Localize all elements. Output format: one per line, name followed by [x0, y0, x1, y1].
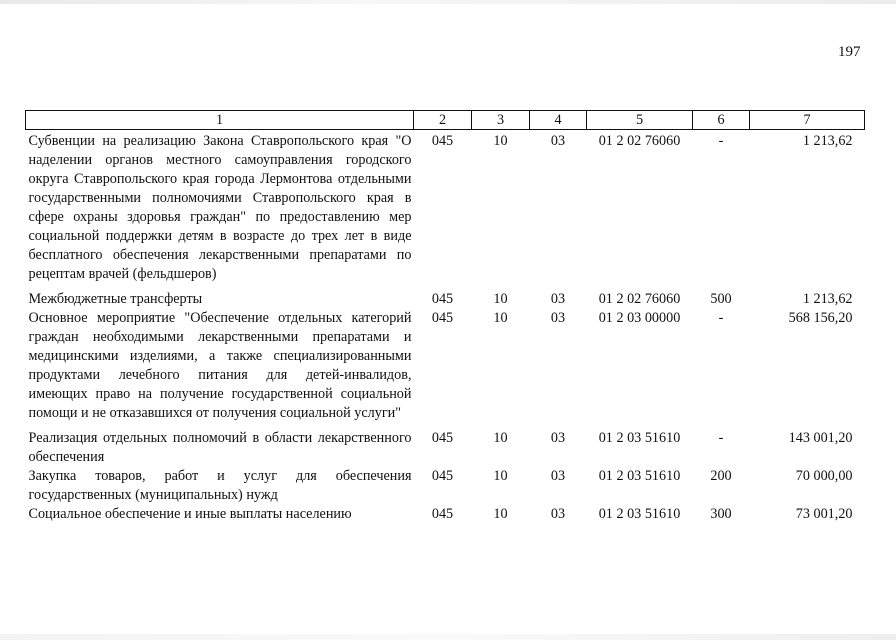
- header-col-4: 4: [530, 111, 587, 130]
- row-col-5: 01 2 03 51610: [598, 506, 681, 522]
- scan-edge-bottom: [0, 634, 896, 640]
- row-col-2: 045: [431, 133, 454, 149]
- header-col-2: 2: [414, 111, 472, 130]
- header-col-6: 6: [693, 111, 750, 130]
- row-col-6: 300: [710, 506, 732, 522]
- row-col-4: 03: [550, 291, 566, 307]
- table-row: [26, 467, 865, 505]
- row-col-3: 10: [493, 291, 508, 307]
- row-col-2: 045: [431, 506, 454, 522]
- header-col-3: 3: [472, 111, 530, 130]
- row-col-5: 01 2 03 51610: [598, 468, 681, 484]
- row-col-6: -: [718, 133, 724, 149]
- row-col-6: 200: [710, 468, 732, 484]
- row-name: Субвенции на реализацию Закона Ставропольского края "О наделении органов местного самоуправления городского округа Ставропольского края города Лермонтова отдельными государственными полномочиями Ставропольского края в сфере охраны здоровья граждан" по предоставлению мер социальной поддержки детям в возрасте до трех лет в виде бесплатного обеспечения лекарственными препаратами по рецептам врачей (фельдшеров): [28, 133, 412, 282]
- row-col-7: 568 156,20: [788, 310, 853, 326]
- scan-edge-top: [0, 0, 896, 4]
- row-col-2: 045: [431, 291, 454, 307]
- row-col-4: 03: [550, 430, 566, 446]
- row-col-5: 01 2 03 51610: [598, 430, 681, 446]
- row-col-3: 10: [493, 430, 508, 446]
- header-col-1: 1: [26, 111, 414, 130]
- row-col-6: -: [718, 430, 724, 446]
- row-col-5: 01 2 03 00000: [598, 310, 681, 326]
- header-row: [26, 111, 865, 130]
- row-col-5: 01 2 02 76060: [598, 291, 681, 307]
- page-number: 197: [838, 44, 861, 60]
- row-name: Основное мероприятие "Обеспечение отдельных категорий граждан необходимыми лекарственными препаратами и медицинскими изделиями, а также специализированными продуктами лечебного питания для детей-инвалидов, имеющих право на получение государственной социальной помощи и не отказавшихся от получения социальной услуги": [28, 310, 412, 421]
- table-row: [26, 429, 865, 467]
- row-col-6: 500: [710, 291, 732, 307]
- row-col-2: 045: [431, 310, 454, 326]
- table-row: [26, 505, 865, 524]
- table-row: [26, 290, 865, 309]
- row-col-3: 10: [493, 310, 508, 326]
- table-header: [26, 111, 865, 130]
- row-col-3: 10: [493, 468, 508, 484]
- budget-table: [25, 110, 865, 524]
- row-col-7: 1 213,62: [802, 291, 853, 307]
- row-col-2: 045: [431, 468, 454, 484]
- row-col-7: 73 001,20: [795, 506, 853, 522]
- table-row: [26, 309, 865, 429]
- row-col-5: 01 2 02 76060: [598, 133, 681, 149]
- row-col-4: 03: [550, 468, 566, 484]
- row-col-4: 03: [550, 133, 566, 149]
- row-col-4: 03: [550, 310, 566, 326]
- row-name: Межбюджетные трансферты: [28, 291, 203, 307]
- row-col-7: 70 000,00: [795, 468, 853, 484]
- row-col-3: 10: [493, 506, 508, 522]
- row-col-7: 143 001,20: [788, 430, 853, 446]
- table-row: [26, 130, 865, 291]
- row-col-7: 1 213,62: [802, 133, 853, 149]
- row-col-3: 10: [493, 133, 508, 149]
- table-body: [26, 130, 865, 525]
- row-name: Социальное обеспечение и иные выплаты населению: [28, 506, 352, 522]
- row-col-2: 045: [431, 430, 454, 446]
- row-name: Реализация отдельных полномочий в области лекарственного обеспечения: [28, 430, 412, 465]
- header-col-5: 5: [587, 111, 693, 130]
- row-col-4: 03: [550, 506, 566, 522]
- row-col-6: -: [718, 310, 724, 326]
- header-col-7: 7: [750, 111, 865, 130]
- row-name: Закупка товаров, работ и услуг для обеспечения государственных (муниципальных) нужд: [28, 468, 412, 503]
